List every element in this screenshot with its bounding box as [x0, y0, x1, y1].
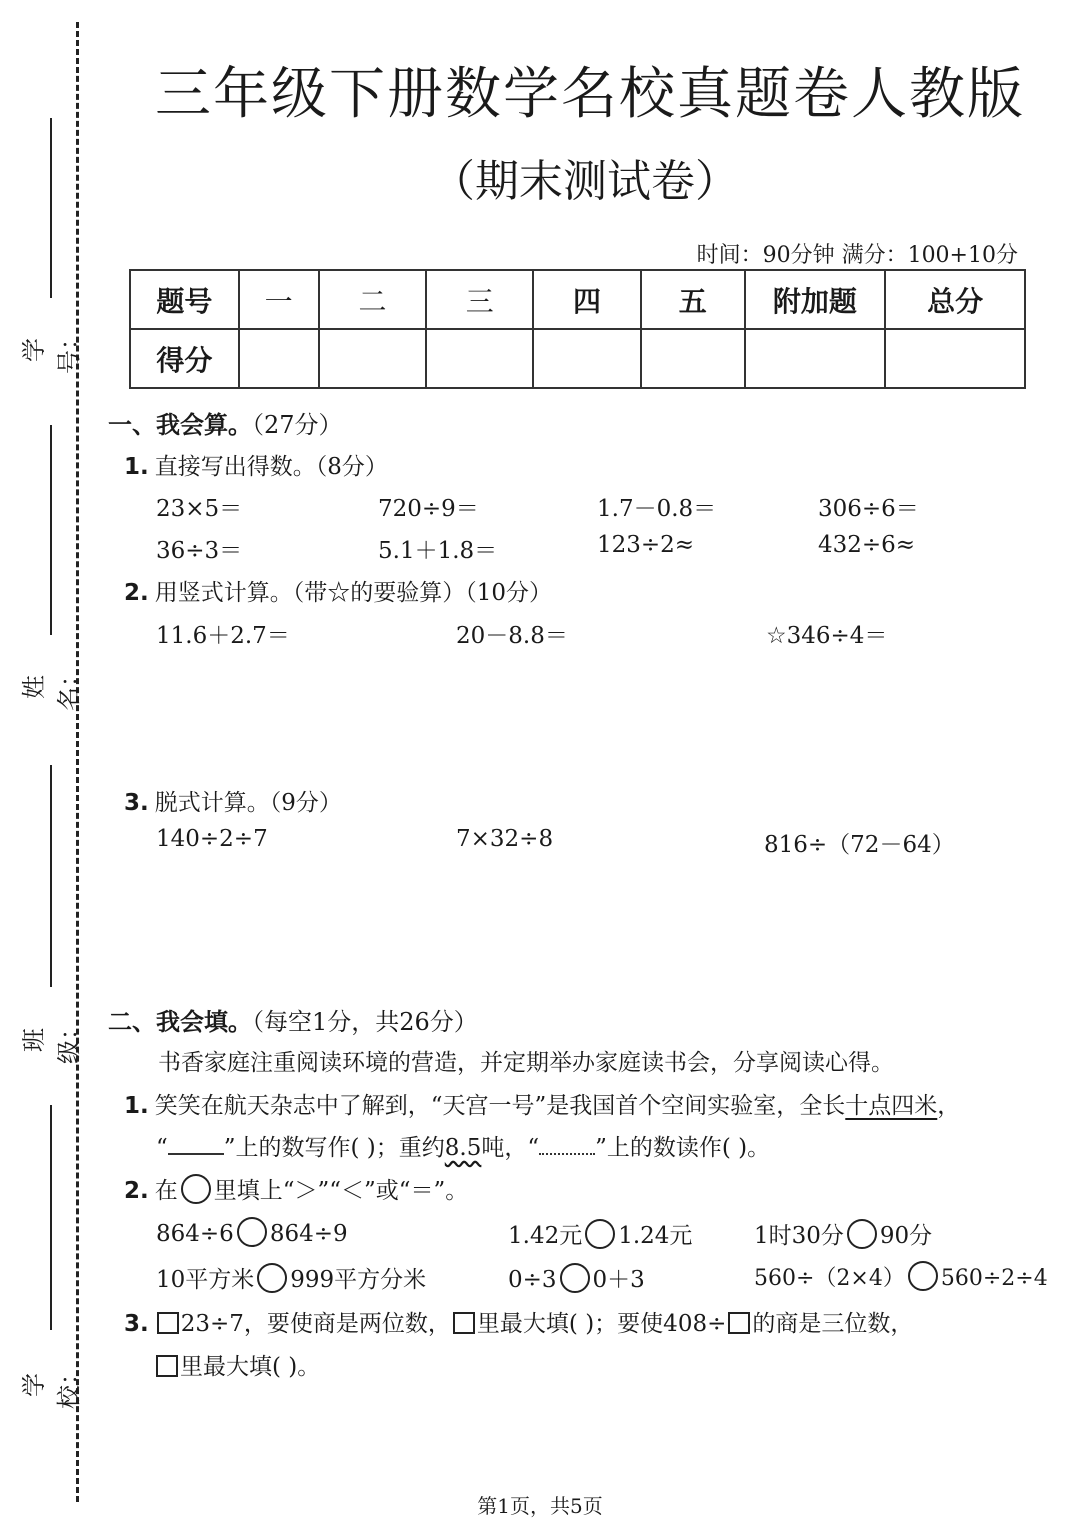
compare-left: 560÷（2×4）	[754, 1266, 905, 1291]
s1-q2	[124, 574, 552, 607]
compare-right: 999平方分米	[290, 1267, 427, 1293]
score-header-cell: 三	[426, 270, 533, 329]
score-table-header-row	[130, 270, 1025, 329]
s2-q3-line1	[124, 1305, 913, 1338]
compare-circle[interactable]	[585, 1219, 615, 1249]
section2-title: 二、我会填。	[108, 1008, 252, 1036]
circle-icon	[181, 1174, 211, 1204]
compare-right: 90分	[879, 1223, 933, 1249]
compare-circle[interactable]	[257, 1263, 287, 1293]
compare-left: 1时30分	[754, 1223, 844, 1249]
score-table-score-row	[130, 329, 1025, 388]
s1-q1	[124, 448, 388, 481]
s1-q1-item: 306÷6＝	[818, 496, 919, 522]
s2-q2-item	[508, 1217, 692, 1250]
score-cell[interactable]	[745, 329, 886, 388]
s2-q1-blank-wavy	[539, 1135, 595, 1155]
score-cell[interactable]	[426, 329, 533, 388]
score-header-cell: 四	[533, 270, 641, 329]
section1-heading	[108, 405, 343, 440]
s1-q1-item: 5.1＋1.8＝	[378, 538, 498, 564]
s1-q1-text: 直接写出得数。（8分）	[154, 454, 388, 480]
score-row-label: 得分	[130, 329, 239, 388]
s2-q2-text-a: 在	[154, 1178, 178, 1204]
binding-dashed-line	[76, 22, 79, 1502]
s2-q2-item	[754, 1217, 932, 1250]
student-id-label: 学号：	[20, 326, 83, 374]
s2-q1-text-mid: 吨，“	[481, 1135, 540, 1161]
page-title: 三年级下册数学名校真题卷人教版	[155, 62, 1025, 127]
square-box-icon	[156, 1355, 178, 1377]
section1-title: 一、我会算。	[108, 411, 252, 439]
compare-left: 10平方米	[156, 1267, 255, 1293]
score-header-cell: 总分	[885, 270, 1025, 329]
s2-q2-item	[508, 1261, 645, 1294]
score-cell[interactable]	[885, 329, 1025, 388]
s1-q2-item: ☆346÷4＝	[766, 623, 888, 649]
s2-q1-line2	[156, 1129, 770, 1162]
s2-q1-wavy-weight: 8.5	[444, 1135, 482, 1161]
s1-q1-item: 1.7－0.8＝	[597, 496, 717, 522]
s2-q3-text-a: 23÷7，要使商是两位数，	[180, 1311, 451, 1337]
s2-q2	[124, 1172, 468, 1205]
compare-right: 0＋3	[592, 1267, 645, 1293]
score-table	[129, 269, 1026, 389]
name-line	[50, 425, 52, 635]
s2-q1-underlined-length: 十点四米	[845, 1093, 938, 1119]
score-header-cell: 一	[239, 270, 319, 329]
s2-q3-text-d: 里最大填( )。	[180, 1354, 321, 1380]
s1-q3	[124, 784, 342, 817]
s2-q3-text-b: 里最大填( )；要使408÷	[476, 1311, 727, 1337]
exam-info: 时间：90分钟 满分：100+10分	[696, 243, 1018, 268]
s2-q2-text-b: 里填上“＞”“＜”或“＝”。	[213, 1178, 469, 1204]
class-line	[50, 765, 52, 987]
s2-q3-number: 3.	[124, 1311, 149, 1337]
s1-q3-item: 140÷2÷7	[156, 826, 268, 852]
s2-q1-read-answer: ”上的数读作( )。	[595, 1135, 771, 1161]
s2-q1-line1	[124, 1087, 960, 1120]
square-box-icon	[728, 1312, 750, 1334]
s1-q2-item: 11.6＋2.7＝	[156, 623, 290, 649]
s2-q1-number: 1.	[124, 1093, 149, 1119]
s2-q1-write-answer: ”上的数写作( )；重约	[223, 1135, 445, 1161]
section2-intro: 书香家庭注重阅读环境的营造，并定期举办家庭读书会，分享阅读心得。	[158, 1050, 894, 1076]
s1-q1-item: 23×5＝	[156, 496, 243, 522]
student-id-line	[50, 118, 52, 298]
compare-left: 1.42元	[508, 1223, 583, 1249]
score-header-cell: 五	[641, 270, 745, 329]
s1-q1-item: 123÷2≈	[597, 532, 695, 558]
s1-q1-item: 36÷3＝	[156, 538, 243, 564]
compare-left: 864÷6	[156, 1221, 234, 1247]
s2-q1-blank-underline	[168, 1135, 224, 1155]
compare-left: 0÷3	[508, 1267, 557, 1293]
compare-circle[interactable]	[908, 1261, 938, 1291]
s2-q2-item	[754, 1261, 1048, 1292]
s1-q1-item: 720÷9＝	[378, 496, 479, 522]
score-header-cell: 题号	[130, 270, 239, 329]
section2-points: （每空1分，共26分）	[252, 1008, 478, 1036]
school-label: 学校：	[20, 1361, 83, 1409]
compare-circle[interactable]	[560, 1263, 590, 1293]
section2-heading	[108, 1002, 478, 1037]
score-header-cell: 附加题	[745, 270, 886, 329]
score-header-cell: 二	[319, 270, 427, 329]
s1-q2-text: 用竖式计算。（带☆的要验算）（10分）	[154, 580, 553, 606]
square-box-icon	[157, 1312, 179, 1334]
compare-right: 864÷9	[269, 1221, 348, 1247]
name-label: 姓名：	[20, 663, 83, 711]
s1-q1-number: 1.	[124, 454, 149, 480]
page-subtitle: （期末测试卷）	[431, 156, 739, 207]
score-cell[interactable]	[239, 329, 319, 388]
s2-q1-quote-open: “	[156, 1135, 168, 1161]
s2-q1-comma: ，	[937, 1093, 961, 1119]
page-footer: 第1页，共5页	[477, 1494, 603, 1518]
school-line	[50, 1105, 52, 1330]
score-cell[interactable]	[319, 329, 427, 388]
s2-q2-number: 2.	[124, 1178, 149, 1204]
s2-q2-item	[156, 1217, 348, 1247]
s1-q2-item: 20－8.8＝	[456, 623, 568, 649]
s1-q2-number: 2.	[124, 580, 149, 606]
s2-q3-text-c: 的商是三位数，	[752, 1311, 914, 1337]
s1-q1-item: 432÷6≈	[818, 532, 916, 558]
section1-points: （27分）	[252, 411, 343, 439]
score-cell[interactable]	[641, 329, 745, 388]
compare-circle[interactable]	[237, 1217, 267, 1247]
s1-q3-item: 7×32÷8	[456, 826, 554, 852]
s1-q3-item: 816÷（72－64）	[764, 832, 955, 858]
compare-right: 560÷2÷4	[940, 1266, 1048, 1291]
class-label: 班级：	[20, 1016, 83, 1064]
s1-q3-number: 3.	[124, 790, 149, 816]
s2-q1-text: 笑笑在航天杂志中了解到，“天宫一号”是我国首个空间实验室，全长	[154, 1093, 846, 1119]
s2-q2-item	[156, 1261, 426, 1294]
score-cell[interactable]	[533, 329, 641, 388]
square-box-icon	[453, 1312, 475, 1334]
s1-q3-text: 脱式计算。（9分）	[154, 790, 342, 816]
s2-q3-line2	[154, 1348, 320, 1381]
compare-circle[interactable]	[847, 1219, 877, 1249]
compare-right: 1.24元	[618, 1223, 693, 1249]
